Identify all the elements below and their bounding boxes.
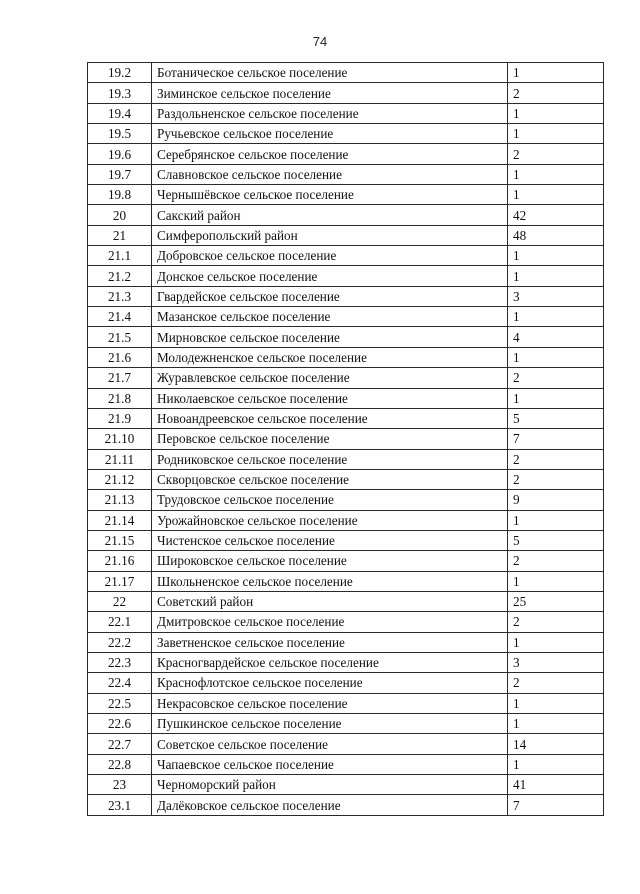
settlements-table-container [87,62,604,816]
municipality-name-cell: Урожайновское сельское поселение [152,510,508,530]
row-number-cell: 19.8 [88,185,152,205]
row-number-cell: 19.7 [88,164,152,184]
count-cell: 2 [508,368,604,388]
municipality-name-cell: Школьненское сельское поселение [152,571,508,591]
table-row [88,63,604,83]
count-cell: 2 [508,673,604,693]
table-row [88,266,604,286]
table-row [88,571,604,591]
count-cell: 1 [508,246,604,266]
municipality-name-cell: Перовское сельское поселение [152,429,508,449]
table-row [88,185,604,205]
count-cell: 1 [508,388,604,408]
municipality-name-cell: Далёковское сельское поселение [152,795,508,815]
table-row [88,612,604,632]
count-cell: 1 [508,185,604,205]
count-cell: 41 [508,775,604,795]
row-number-cell: 21 [88,225,152,245]
row-number-cell: 23 [88,775,152,795]
row-number-cell: 21.6 [88,347,152,367]
table-row [88,429,604,449]
table-row [88,307,604,327]
row-number-cell: 21.8 [88,388,152,408]
count-cell: 14 [508,734,604,754]
row-number-cell: 22.1 [88,612,152,632]
municipality-name-cell: Добровское сельское поселение [152,246,508,266]
count-cell: 2 [508,612,604,632]
row-number-cell: 21.1 [88,246,152,266]
municipality-name-cell: Раздольненское сельское поселение [152,103,508,123]
row-number-cell: 21.13 [88,490,152,510]
municipality-name-cell: Широковское сельское поселение [152,551,508,571]
count-cell: 7 [508,795,604,815]
count-cell: 1 [508,347,604,367]
municipality-name-cell: Ботаническое сельское поселение [152,63,508,83]
table-row [88,591,604,611]
table-row [88,124,604,144]
row-number-cell: 21.3 [88,286,152,306]
count-cell: 1 [508,266,604,286]
count-cell: 1 [508,103,604,123]
table-body [88,63,604,816]
municipality-name-cell: Заветненское сельское поселение [152,632,508,652]
row-number-cell: 19.6 [88,144,152,164]
row-number-cell: 22.2 [88,632,152,652]
count-cell: 1 [508,754,604,774]
count-cell: 9 [508,490,604,510]
table-row [88,286,604,306]
table-row [88,164,604,184]
municipality-name-cell: Мирновское сельское поселение [152,327,508,347]
municipality-name-cell: Краснофлотское сельское поселение [152,673,508,693]
municipality-name-cell: Красногвардейское сельское поселение [152,652,508,672]
count-cell: 1 [508,632,604,652]
row-number-cell: 19.2 [88,63,152,83]
count-cell: 2 [508,469,604,489]
row-number-cell: 19.4 [88,103,152,123]
row-number-cell: 19.5 [88,124,152,144]
table-row [88,734,604,754]
municipality-name-cell: Николаевское сельское поселение [152,388,508,408]
table-row [88,347,604,367]
count-cell: 25 [508,591,604,611]
count-cell: 2 [508,83,604,103]
table-row [88,205,604,225]
table-row [88,83,604,103]
row-number-cell: 21.15 [88,530,152,550]
table-row [88,775,604,795]
municipality-name-cell: Журавлевское сельское поселение [152,368,508,388]
municipality-name-cell: Скворцовское сельское поселение [152,469,508,489]
table-row [88,530,604,550]
table-row [88,673,604,693]
row-number-cell: 21.16 [88,551,152,571]
municipality-name-cell: Родниковское сельское поселение [152,449,508,469]
table-row [88,795,604,815]
row-number-cell: 21.17 [88,571,152,591]
row-number-cell: 21.5 [88,327,152,347]
row-number-cell: 22.8 [88,754,152,774]
table-row [88,327,604,347]
table-row [88,490,604,510]
count-cell: 1 [508,63,604,83]
row-number-cell: 21.10 [88,429,152,449]
municipality-name-cell: Черноморский район [152,775,508,795]
row-number-cell: 22.7 [88,734,152,754]
table-row [88,408,604,428]
table-row [88,693,604,713]
table-row [88,469,604,489]
municipality-name-cell: Сакский район [152,205,508,225]
row-number-cell: 22.5 [88,693,152,713]
count-cell: 4 [508,327,604,347]
table-row [88,754,604,774]
count-cell: 3 [508,652,604,672]
count-cell: 1 [508,510,604,530]
row-number-cell: 22 [88,591,152,611]
row-number-cell: 23.1 [88,795,152,815]
page-number: 74 [312,34,328,49]
row-number-cell: 21.7 [88,368,152,388]
row-number-cell: 22.6 [88,714,152,734]
count-cell: 2 [508,144,604,164]
count-cell: 1 [508,693,604,713]
municipality-name-cell: Молодежненское сельское поселение [152,347,508,367]
municipality-name-cell: Чернышёвское сельское поселение [152,185,508,205]
row-number-cell: 21.11 [88,449,152,469]
count-cell: 5 [508,530,604,550]
row-number-cell: 19.3 [88,83,152,103]
count-cell: 2 [508,449,604,469]
municipality-name-cell: Трудовское сельское поселение [152,490,508,510]
municipality-name-cell: Пушкинское сельское поселение [152,714,508,734]
municipality-name-cell: Чистенское сельское поселение [152,530,508,550]
row-number-cell: 21.4 [88,307,152,327]
count-cell: 1 [508,307,604,327]
municipality-name-cell: Мазанское сельское поселение [152,307,508,327]
table-row [88,368,604,388]
count-cell: 48 [508,225,604,245]
municipality-name-cell: Донское сельское поселение [152,266,508,286]
table-row [88,714,604,734]
count-cell: 3 [508,286,604,306]
municipality-name-cell: Дмитровское сельское поселение [152,612,508,632]
municipality-name-cell: Гвардейское сельское поселение [152,286,508,306]
table-row [88,632,604,652]
municipality-name-cell: Серебрянское сельское поселение [152,144,508,164]
count-cell: 42 [508,205,604,225]
table-row [88,510,604,530]
row-number-cell: 20 [88,205,152,225]
table-row [88,144,604,164]
municipality-name-cell: Некрасовское сельское поселение [152,693,508,713]
municipality-name-cell: Симферопольский район [152,225,508,245]
count-cell: 1 [508,571,604,591]
count-cell: 1 [508,164,604,184]
municipality-name-cell: Славновское сельское поселение [152,164,508,184]
table-row [88,652,604,672]
table-row [88,103,604,123]
settlements-table [87,62,604,816]
municipality-name-cell: Ручьевское сельское поселение [152,124,508,144]
count-cell: 7 [508,429,604,449]
table-row [88,246,604,266]
count-cell: 2 [508,551,604,571]
row-number-cell: 21.14 [88,510,152,530]
count-cell: 1 [508,714,604,734]
municipality-name-cell: Чапаевское сельское поселение [152,754,508,774]
table-row [88,449,604,469]
row-number-cell: 22.3 [88,652,152,672]
municipality-name-cell: Советский район [152,591,508,611]
row-number-cell: 21.9 [88,408,152,428]
row-number-cell: 21.2 [88,266,152,286]
count-cell: 1 [508,124,604,144]
row-number-cell: 22.4 [88,673,152,693]
count-cell: 5 [508,408,604,428]
municipality-name-cell: Зиминское сельское поселение [152,83,508,103]
table-row [88,551,604,571]
table-row [88,388,604,408]
municipality-name-cell: Новоандреевское сельское поселение [152,408,508,428]
row-number-cell: 21.12 [88,469,152,489]
municipality-name-cell: Советское сельское поселение [152,734,508,754]
table-row [88,225,604,245]
